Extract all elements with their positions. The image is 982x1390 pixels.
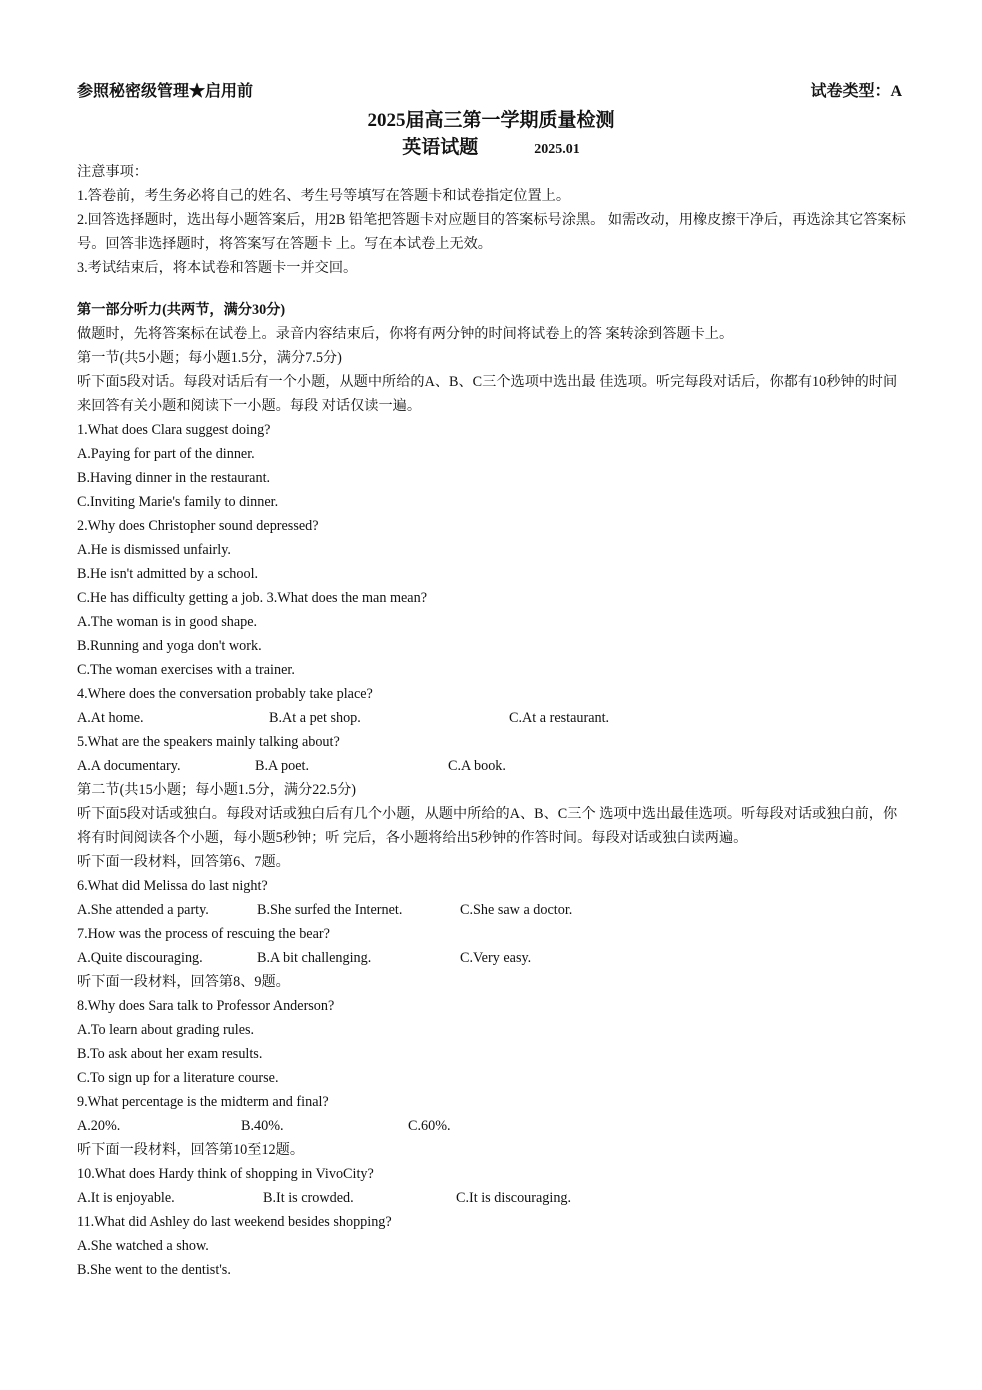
question: 2.Why does Christopher sound depressed? — [77, 518, 319, 534]
option: A.The woman is in good shape. — [77, 614, 258, 630]
option: A.Paying for part of the dinner. — [77, 446, 255, 462]
option-row — [77, 946, 907, 970]
part1-heading: 第一部分听力(共两节，满分30分) — [77, 302, 286, 318]
option: B.Running and yoga don't work. — [77, 638, 262, 654]
option: C.Very easy. — [460, 950, 532, 966]
option: C.To sign up for a literature course. — [77, 1070, 279, 1086]
option-row — [77, 754, 907, 778]
option-row — [77, 706, 907, 730]
option: B.40%. — [241, 1118, 284, 1134]
option-row — [77, 1114, 907, 1138]
option: A.She watched a show. — [77, 1238, 209, 1254]
option: B.It is crowded. — [263, 1190, 354, 1206]
exam-title: 2025届高三第一学期质量检测 — [367, 110, 615, 131]
material-label: 听下面一段材料，回答第6、7题。 — [77, 854, 290, 870]
question: 9.What percentage is the midterm and final? — [77, 1094, 329, 1110]
option: C.It is discouraging. — [456, 1190, 572, 1206]
option: A.Quite discouraging. — [77, 950, 203, 966]
section1-intro: 听下面5段对话。每段对话后有一个小题，从题中所给的A、B、C三个选项中选出最 佳选项。听完每段对话后，你都有10秒钟的时间来回答有关小题和阅读下一小题。每段 对话仅读一遍。 — [77, 374, 898, 414]
part1-intro: 做题时，先将答案标在试卷上。录音内容结束后，你将有两分钟的时间将试卷上的答 案转涂到答题卡上。 — [77, 326, 734, 342]
option: B.A poet. — [255, 758, 309, 774]
exam-body — [77, 160, 907, 1282]
material-label: 听下面一段材料，回答第10至12题。 — [77, 1142, 305, 1158]
question: 11.What did Ashley do last weekend besides shopping? — [77, 1214, 392, 1230]
option: B.At a pet shop. — [269, 710, 361, 726]
paper-type-label: 试卷类型：A — [810, 83, 902, 100]
option: A.At home. — [77, 710, 144, 726]
section2-heading: 第二节(共15小题；每小题1.5分，满分22.5分) — [77, 782, 357, 798]
question: 5.What are the speakers mainly talking about? — [77, 734, 340, 750]
subject-title: 英语试题 — [402, 137, 479, 158]
option: A.She attended a party. — [77, 902, 209, 918]
option: C.He has difficulty getting a job. 3.What does the man mean? — [77, 590, 427, 606]
option: A.To learn about grading rules. — [77, 1022, 255, 1038]
option: A.He is dismissed unfairly. — [77, 542, 231, 558]
exam-subtitle — [0, 132, 982, 159]
option: B.She surfed the Internet. — [257, 902, 403, 918]
option: B.A bit challenging. — [257, 950, 372, 966]
question: 6.What did Melissa do last night? — [77, 878, 268, 894]
question: 10.What does Hardy think of shopping in VivoCity? — [77, 1166, 374, 1182]
option: C.Inviting Marie's family to dinner. — [77, 494, 279, 510]
section2-intro: 听下面5段对话或独白。每段对话或独白后有几个小题，从题中所给的A、B、C三个 选项中选出最佳选项。听每段对话或独白前，你将有时间阅读各个小题，每小题5秒钟；听 完后，各小题将给出5秒钟的作答时间。每段对话或独白读两遍。 — [77, 806, 898, 846]
question: 7.How was the process of rescuing the bear? — [77, 926, 330, 942]
option: B.Having dinner in the restaurant. — [77, 470, 271, 486]
option-row — [77, 1186, 907, 1210]
option: C.At a restaurant. — [509, 710, 610, 726]
option: B.To ask about her exam results. — [77, 1046, 263, 1062]
section1-heading: 第一节(共5小题；每小题1.5分，满分7.5分) — [77, 350, 342, 366]
note-item: 1.答卷前，考生务必将自己的姓名、考生号等填写在答题卡和试卷指定位置上。 — [77, 188, 571, 204]
question: 4.Where does the conversation probably take place? — [77, 686, 373, 702]
option: C.60%. — [408, 1118, 451, 1134]
notes-heading: 注意事项： — [77, 164, 148, 180]
exam-date: 2025.01 — [534, 142, 580, 157]
option: C.She saw a doctor. — [460, 902, 573, 918]
material-label: 听下面一段材料，回答第8、9题。 — [77, 974, 290, 990]
option-row — [77, 898, 907, 922]
question: 8.Why does Sara talk to Professor Anderson? — [77, 998, 335, 1014]
option: A.20%. — [77, 1118, 121, 1134]
question: 1.What does Clara suggest doing? — [77, 422, 271, 438]
option: A.It is enjoyable. — [77, 1190, 175, 1206]
option: A.A documentary. — [77, 758, 181, 774]
option: B.She went to the dentist's. — [77, 1262, 231, 1278]
confidentiality-label: 参照秘密级管理★启用前 — [77, 83, 254, 100]
option: C.A book. — [448, 758, 506, 774]
option: B.He isn't admitted by a school. — [77, 566, 259, 582]
option: C.The woman exercises with a trainer. — [77, 662, 295, 678]
note-item: 2.回答选择题时，选出每小题答案后，用2B 铅笔把答题卡对应题目的答案标号涂黑。 如需改动，用橡皮擦干净后，再选涂其它答案标号。回答非选择题时，将答案写在答题卡 上。写在本试卷上无效。 — [77, 212, 906, 252]
note-item: 3.考试结束后，将本试卷和答题卡一并交回。 — [77, 260, 358, 276]
